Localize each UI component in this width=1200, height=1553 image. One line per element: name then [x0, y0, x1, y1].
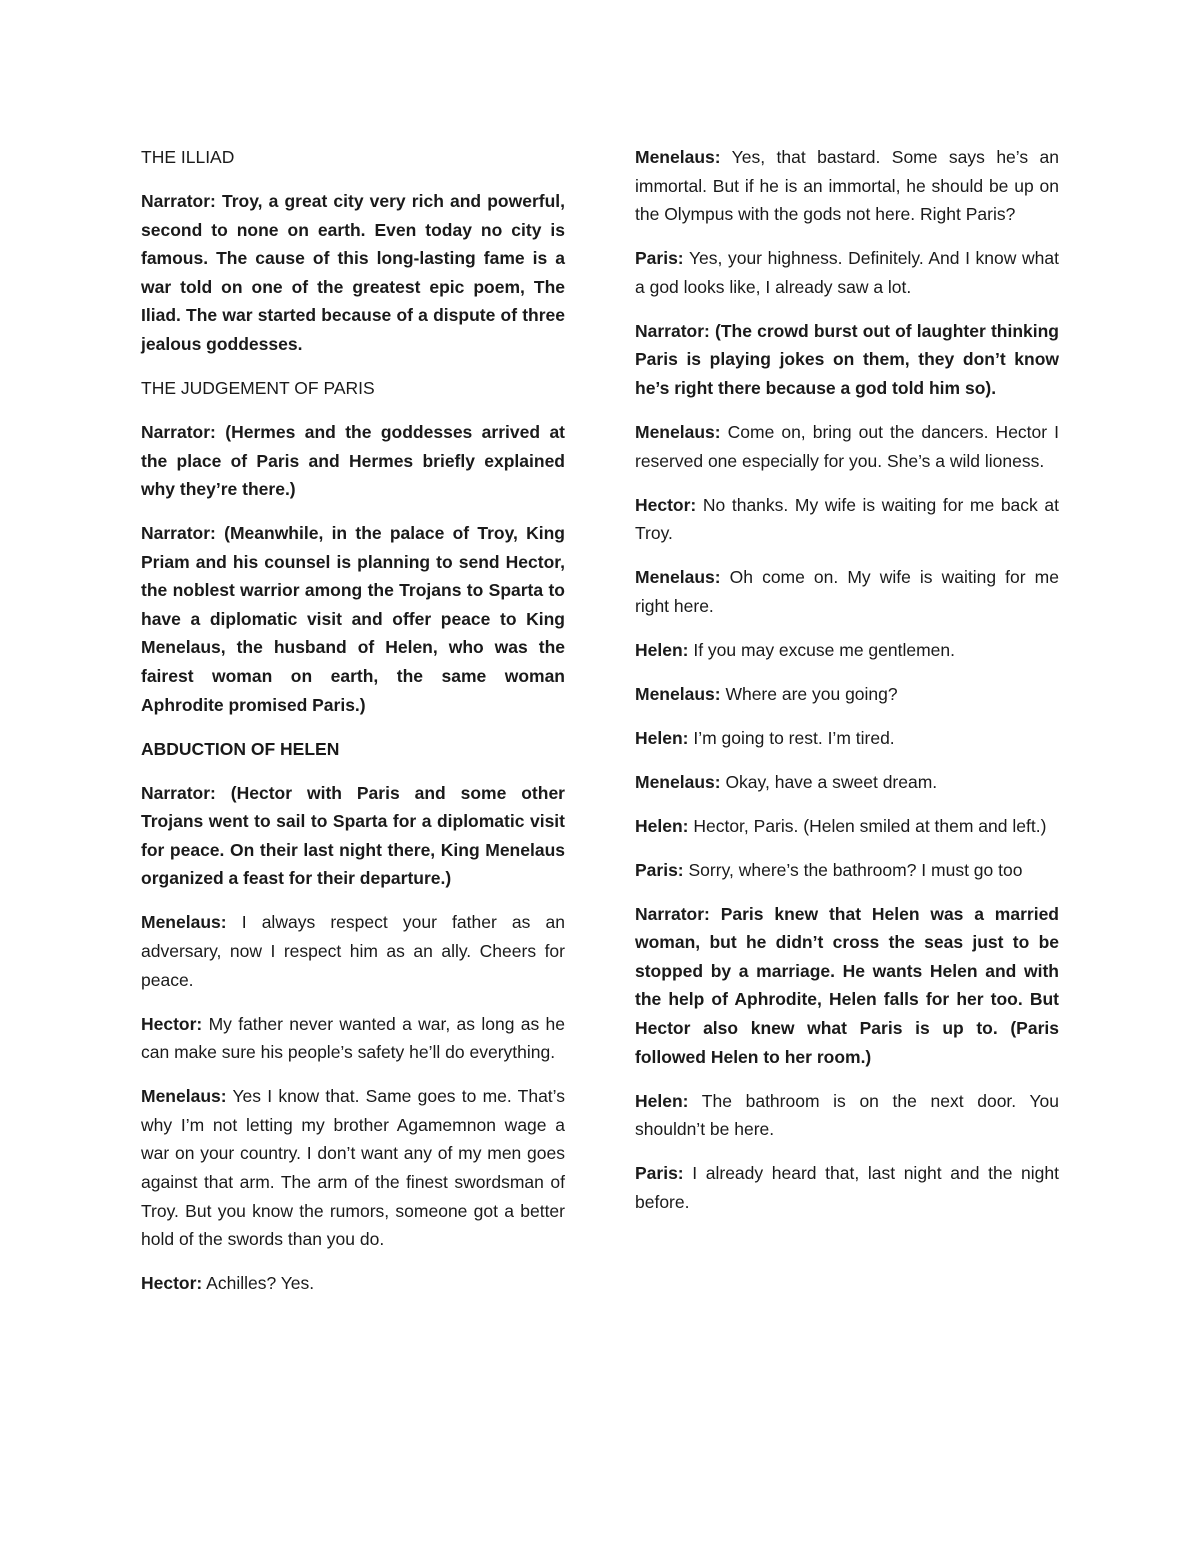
dialogue-text: (Hector with Paris and some other Trojans went to sail to Sparta for a diplomatic visit for peace. On their last night there, King Menelaus organized a feast for their departure.) — [141, 782, 565, 889]
speaker-label: Paris: — [635, 859, 684, 880]
dialogue-paragraph — [635, 636, 1059, 665]
speaker-label: Menelaus: — [635, 771, 721, 792]
dialogue-paragraph — [635, 491, 1059, 548]
dialogue-paragraph — [635, 724, 1059, 753]
speaker-label: Narrator: — [635, 903, 710, 924]
dialogue-paragraph — [635, 317, 1059, 403]
dialogue-paragraph — [141, 519, 565, 719]
dialogue-text: Paris knew that Helen was a married woman, but he didn’t cross the seas just to be stopped by a marriage. He wants Helen and with the help of Aphrodite, Helen falls for her too. But Hector also knew what Paris is up to. (Paris followed Helen to her room.) — [635, 903, 1059, 1067]
speaker-label: Hector: — [141, 1273, 203, 1294]
dialogue-paragraph — [635, 418, 1059, 475]
dialogue-paragraph — [635, 244, 1059, 301]
dialogue-paragraph — [635, 1159, 1059, 1216]
dialogue-text: Oh come on. My wife is waiting for me right here. — [635, 567, 1059, 616]
dialogue-paragraph — [141, 779, 565, 893]
dialogue-paragraph — [141, 908, 565, 994]
speaker-label: Narrator: — [635, 320, 710, 341]
speaker-label: Helen: — [635, 639, 689, 660]
left-column — [141, 143, 565, 1313]
section-heading: THE JUDGEMENT OF PARIS — [141, 377, 375, 398]
speaker-label: Menelaus: — [635, 683, 721, 704]
right-column — [635, 143, 1059, 1232]
speaker-label: Helen: — [635, 727, 689, 748]
dialogue-paragraph — [141, 418, 565, 504]
dialogue-paragraph — [635, 856, 1059, 885]
dialogue-text: (Meanwhile, in the palace of Troy, King Priam and his counsel is planning to send Hector, the noblest warrior among the Trojans to Sparta to have a diplomatic visit and offer peace to King Menelaus, the husband of Helen, who was the fairest woman on earth, the same woman Aphrodite promised Paris.) — [141, 523, 565, 715]
dialogue-text: (Hermes and the goddesses arrived at the place of Paris and Hermes briefly explained why they’re there.) — [141, 421, 565, 500]
dialogue-text: If you may excuse me gentlemen. — [688, 639, 956, 660]
speaker-label: Helen: — [635, 1090, 689, 1111]
dialogue-paragraph — [635, 563, 1059, 620]
dialogue-paragraph — [635, 768, 1059, 797]
speaker-label: Narrator: — [141, 782, 216, 803]
section-heading: THE ILLIAD — [141, 147, 235, 167]
dialogue-text: Yes, that bastard. Some says he’s an immortal. But if he is an immortal, he should be up on the Olympus with the gods not here. Right Paris? — [635, 147, 1059, 225]
dialogue-text: I’m going to rest. I’m tired. — [688, 727, 895, 748]
dialogue-paragraph — [141, 1010, 565, 1067]
dialogue-text: Sorry, where’s the bathroom? I must go too — [683, 859, 1023, 880]
dialogue-text: Hector, Paris. (Helen smiled at them and left.) — [688, 815, 1047, 836]
dialogue-text: Where are you going? — [720, 683, 898, 704]
speaker-label: Paris: — [635, 1163, 684, 1184]
dialogue-paragraph — [635, 1087, 1059, 1144]
speaker-label: Paris: — [635, 248, 684, 269]
speaker-label: Menelaus: — [141, 912, 227, 933]
dialogue-paragraph — [635, 680, 1059, 709]
speaker-label: Menelaus: — [635, 147, 721, 167]
speaker-label: Hector: — [141, 1013, 203, 1034]
dialogue-text: My father never wanted a war, as long as he can make sure his people’s safety he’ll do everything. — [141, 1013, 565, 1063]
dialogue-text: Come on, bring out the dancers. Hector I reserved one especially for you. She’s a wild lioness. — [635, 421, 1059, 471]
speaker-label: Menelaus: — [635, 567, 721, 588]
dialogue-text: The bathroom is on the next door. You shouldn’t be here. — [635, 1090, 1059, 1140]
dialogue-text: I always respect your father as an adversary, now I respect him as an ally. Cheers for peace. — [141, 912, 565, 990]
dialogue-paragraph — [141, 1082, 565, 1254]
dialogue-paragraph — [635, 812, 1059, 841]
speaker-label: Narrator: — [141, 421, 216, 442]
speaker-label: Menelaus: — [141, 1086, 227, 1107]
dialogue-paragraph — [141, 187, 565, 359]
dialogue-text: I already heard that, last night and the night before. — [635, 1163, 1059, 1212]
speaker-label: Hector: — [635, 494, 697, 515]
speaker-label: Helen: — [635, 815, 689, 836]
speaker-label: Narrator: — [141, 523, 216, 544]
dialogue-paragraph — [635, 900, 1059, 1072]
dialogue-paragraph — [635, 143, 1059, 229]
dialogue-text: Okay, have a sweet dream. — [720, 771, 938, 792]
dialogue-text: (The crowd burst out of laughter thinking Paris is playing jokes on them, they don’t know he’s right there because a god told him so). — [635, 320, 1059, 398]
dialogue-text: Achilles? Yes. — [202, 1273, 315, 1294]
dialogue-text: No thanks. My wife is waiting for me back at Troy. — [635, 494, 1059, 544]
speaker-label: Narrator: — [141, 190, 216, 211]
dialogue-paragraph — [141, 1269, 565, 1298]
dialogue-text: Troy, a great city very rich and powerful, second to none on earth. Even today no city is famous. The cause of this long-lasting fame is a war told on one of the greatest epic poem, The Iliad. The war started because of a dispute of three jealous goddesses. — [141, 190, 565, 354]
section-heading: ABDUCTION OF HELEN — [141, 738, 340, 759]
dialogue-text: Yes, your highness. Definitely. And I know what a god looks like, I already saw a lot. — [635, 248, 1059, 297]
dialogue-text: Yes I know that. Same goes to me. That’s why I’m not letting my brother Agamemnon wage a war on your country. I don’t want any of my men goes against that arm. The arm of the finest swordsman of Troy. But you know the rumors, someone got a better hold of the swords than you do. — [141, 1086, 565, 1250]
speaker-label: Menelaus: — [635, 421, 721, 442]
